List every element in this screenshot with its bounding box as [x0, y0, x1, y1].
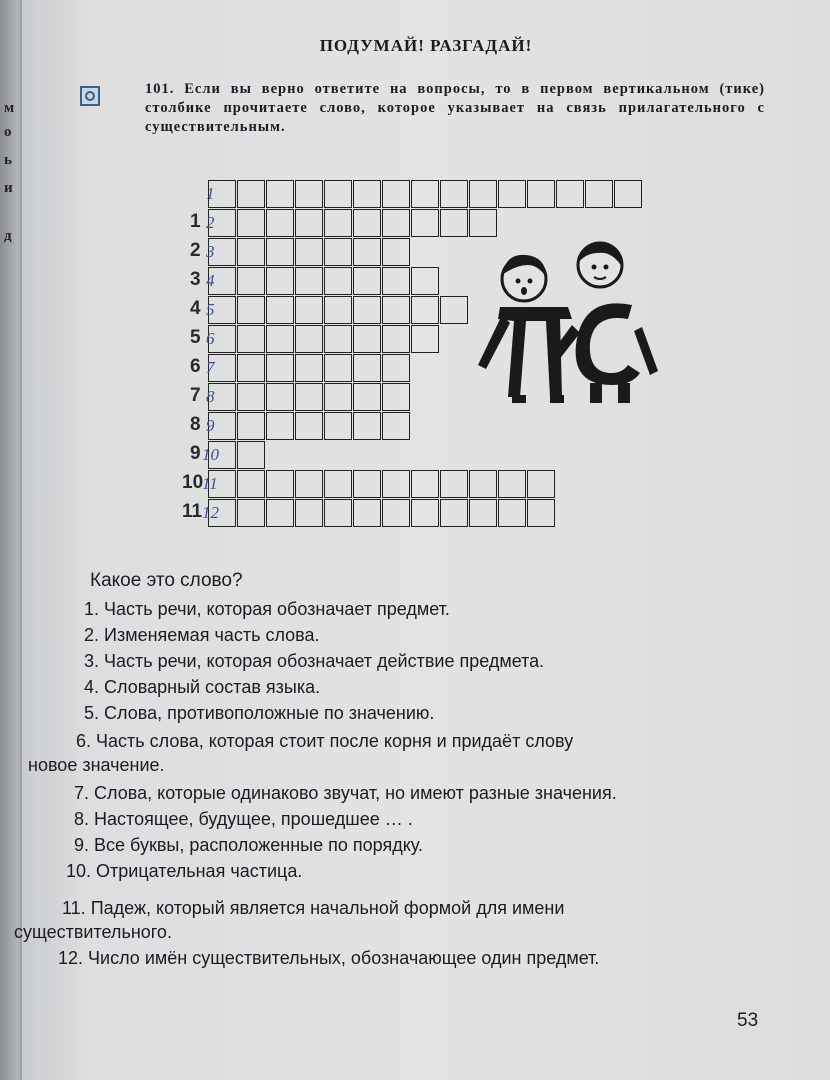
handwritten-row-number: 4 — [206, 271, 215, 290]
crossword-cell — [382, 383, 410, 411]
crossword-cell — [266, 499, 294, 527]
crossword-cell — [382, 325, 410, 353]
crossword-cell — [440, 296, 468, 324]
task-description — [145, 80, 765, 137]
question-item: 12. Число имён существительных, обозначающее один предмет. — [58, 948, 600, 968]
crossword-cell — [411, 325, 439, 353]
crossword-cell — [324, 412, 352, 440]
crossword-cell — [266, 470, 294, 498]
crossword-cell — [382, 499, 410, 527]
crossword-cell — [440, 180, 468, 208]
crossword-cell — [527, 499, 555, 527]
question-item: 5. Слова, противоположные по значению. — [84, 703, 435, 723]
crossword-row-number: 3 — [190, 269, 201, 290]
adjacent-page-fragment: ь — [4, 152, 12, 168]
crossword-cell — [440, 499, 468, 527]
crossword-row-number: 6 — [190, 356, 201, 377]
crossword-cell — [266, 412, 294, 440]
adjacent-page-fragment: и — [4, 180, 13, 196]
handwritten-row-number: 11 — [202, 474, 218, 493]
question-item: 4. Словарный состав языка. — [84, 677, 321, 697]
task-number: 101. — [145, 81, 175, 97]
question-item: 7. Слова, которые одинаково звучат, но имеют разные значения. — [74, 783, 617, 803]
crossword-cell — [382, 238, 410, 266]
children-figure-illustration — [472, 235, 662, 420]
crossword-cell — [411, 180, 439, 208]
crossword-cell — [295, 383, 323, 411]
crossword-row-number: 1 — [190, 211, 201, 232]
crossword-cell — [585, 180, 613, 208]
crossword-row-number: 8 — [190, 414, 201, 435]
task-text: Если вы верно ответите на вопросы, то в первом вертикальном (тике) столбике прочитаете слово, которое указывает на связь прилагательного с существительным. — [145, 81, 766, 135]
crossword-cell — [614, 180, 642, 208]
crossword-row-number: 7 — [190, 385, 201, 406]
crossword-cell — [324, 296, 352, 324]
question-item: 11. Падеж, который является начальной формой для имени — [62, 898, 565, 918]
page-heading: ПОДУМАЙ! РАЗГАДАЙ! — [319, 36, 533, 55]
crossword-row-number: 2 — [190, 240, 201, 261]
crossword-cell — [324, 267, 352, 295]
crossword-cell — [295, 296, 323, 324]
question-item: 1. Часть речи, которая обозначает предмет. — [84, 599, 450, 619]
crossword-cell — [295, 209, 323, 237]
crossword-cell — [295, 470, 323, 498]
crossword-cell — [353, 267, 381, 295]
handwritten-row-number: 7 — [206, 358, 215, 377]
crossword-cell — [469, 499, 497, 527]
crossword-cell — [353, 180, 381, 208]
questions-title: Какое это слово? — [90, 570, 243, 591]
handwritten-row-number: 5 — [206, 300, 215, 319]
crossword-cell — [237, 441, 265, 469]
crossword-cell — [469, 209, 497, 237]
crossword-cell — [266, 325, 294, 353]
crossword-cell — [295, 267, 323, 295]
crossword-cell — [324, 354, 352, 382]
crossword-cell — [237, 180, 265, 208]
crossword-cell — [266, 383, 294, 411]
adjacent-page-fragment: д — [4, 228, 12, 244]
crossword-cell — [411, 267, 439, 295]
crossword-cell — [469, 470, 497, 498]
crossword-cell — [237, 354, 265, 382]
crossword-cell — [324, 499, 352, 527]
handwritten-row-number: 2 — [206, 213, 215, 232]
question-item: 9. Все буквы, расположенные по порядку. — [74, 835, 423, 855]
crossword-cell — [266, 238, 294, 266]
handwritten-row-number: 12 — [202, 503, 219, 522]
crossword-cell — [295, 354, 323, 382]
question-item-continuation: новое значение. — [28, 755, 165, 775]
question-item: 2. Изменяемая часть слова. — [84, 625, 320, 645]
question-item: 10. Отрицательная частица. — [66, 861, 303, 881]
crossword-cell — [237, 470, 265, 498]
crossword-row-number: 10 — [182, 472, 204, 493]
crossword-cell — [324, 180, 352, 208]
crossword-cell — [353, 325, 381, 353]
textbook-page — [14, 0, 830, 1080]
crossword-cell — [556, 180, 584, 208]
crossword-cell — [266, 296, 294, 324]
crossword-cell — [353, 383, 381, 411]
crossword-cell — [237, 296, 265, 324]
crossword-cell — [411, 470, 439, 498]
question-item: 8. Настоящее, будущее, прошедшее … . — [74, 809, 413, 829]
crossword-cell — [266, 180, 294, 208]
crossword-cell — [295, 325, 323, 353]
crossword-cell — [498, 180, 526, 208]
crossword-cell — [295, 412, 323, 440]
crossword-cell — [324, 209, 352, 237]
crossword-cell — [498, 499, 526, 527]
crossword-cell — [382, 470, 410, 498]
crossword-cell — [237, 383, 265, 411]
crossword-row-number: 4 — [190, 298, 201, 319]
crossword-cell — [469, 180, 497, 208]
handwritten-row-number: 9 — [206, 416, 215, 435]
crossword-cell — [353, 209, 381, 237]
adjacent-page-fragment: м — [4, 100, 15, 116]
crossword-cell — [440, 470, 468, 498]
crossword-cell — [411, 296, 439, 324]
crossword-cell — [382, 180, 410, 208]
crossword-cell — [382, 267, 410, 295]
handwritten-row-number: 8 — [206, 387, 215, 406]
crossword-cell — [382, 354, 410, 382]
adjacent-page-fragment: о — [4, 124, 12, 140]
crossword-cell — [295, 238, 323, 266]
page-number: 53 — [737, 1010, 759, 1031]
crossword-cell — [353, 412, 381, 440]
question-item-continuation: существительного. — [14, 922, 172, 942]
crossword-cell — [295, 180, 323, 208]
crossword-cell — [353, 296, 381, 324]
crossword-cell — [324, 383, 352, 411]
crossword-cell — [382, 296, 410, 324]
handwritten-row-number: 1 — [206, 184, 215, 203]
crossword-cell — [266, 267, 294, 295]
crossword-cell — [382, 412, 410, 440]
crossword-cell — [498, 470, 526, 498]
crossword-cell — [295, 499, 323, 527]
crossword-cell — [237, 499, 265, 527]
crossword-cell — [527, 470, 555, 498]
crossword-cell — [324, 470, 352, 498]
crossword-row-number: 11 — [182, 501, 203, 522]
crossword-cell — [353, 238, 381, 266]
crossword-cell — [324, 238, 352, 266]
question-item: 3. Часть речи, которая обозначает действие предмета. — [84, 651, 545, 671]
crossword-cell — [266, 354, 294, 382]
crossword-cell — [324, 325, 352, 353]
crossword-cell — [353, 499, 381, 527]
crossword-cell — [237, 267, 265, 295]
crossword-cell — [237, 412, 265, 440]
crossword-cell — [237, 325, 265, 353]
crossword-cell — [266, 209, 294, 237]
handwritten-row-number: 10 — [202, 445, 219, 464]
crossword-row-number: 5 — [190, 327, 201, 348]
crossword-cell — [527, 180, 555, 208]
crossword-cell — [237, 209, 265, 237]
crossword-cell — [237, 238, 265, 266]
crossword-cell — [382, 209, 410, 237]
handwritten-row-number: 3 — [206, 242, 215, 261]
task-icon — [80, 86, 100, 106]
handwritten-row-number: 6 — [206, 329, 215, 348]
crossword-row-number: 9 — [190, 443, 201, 464]
crossword-cell — [411, 499, 439, 527]
question-item: 6. Часть слова, которая стоит после корня и придаёт слову — [76, 731, 574, 751]
crossword-cell — [411, 209, 439, 237]
crossword-cell — [353, 354, 381, 382]
crossword-cell — [440, 209, 468, 237]
crossword-cell — [353, 470, 381, 498]
